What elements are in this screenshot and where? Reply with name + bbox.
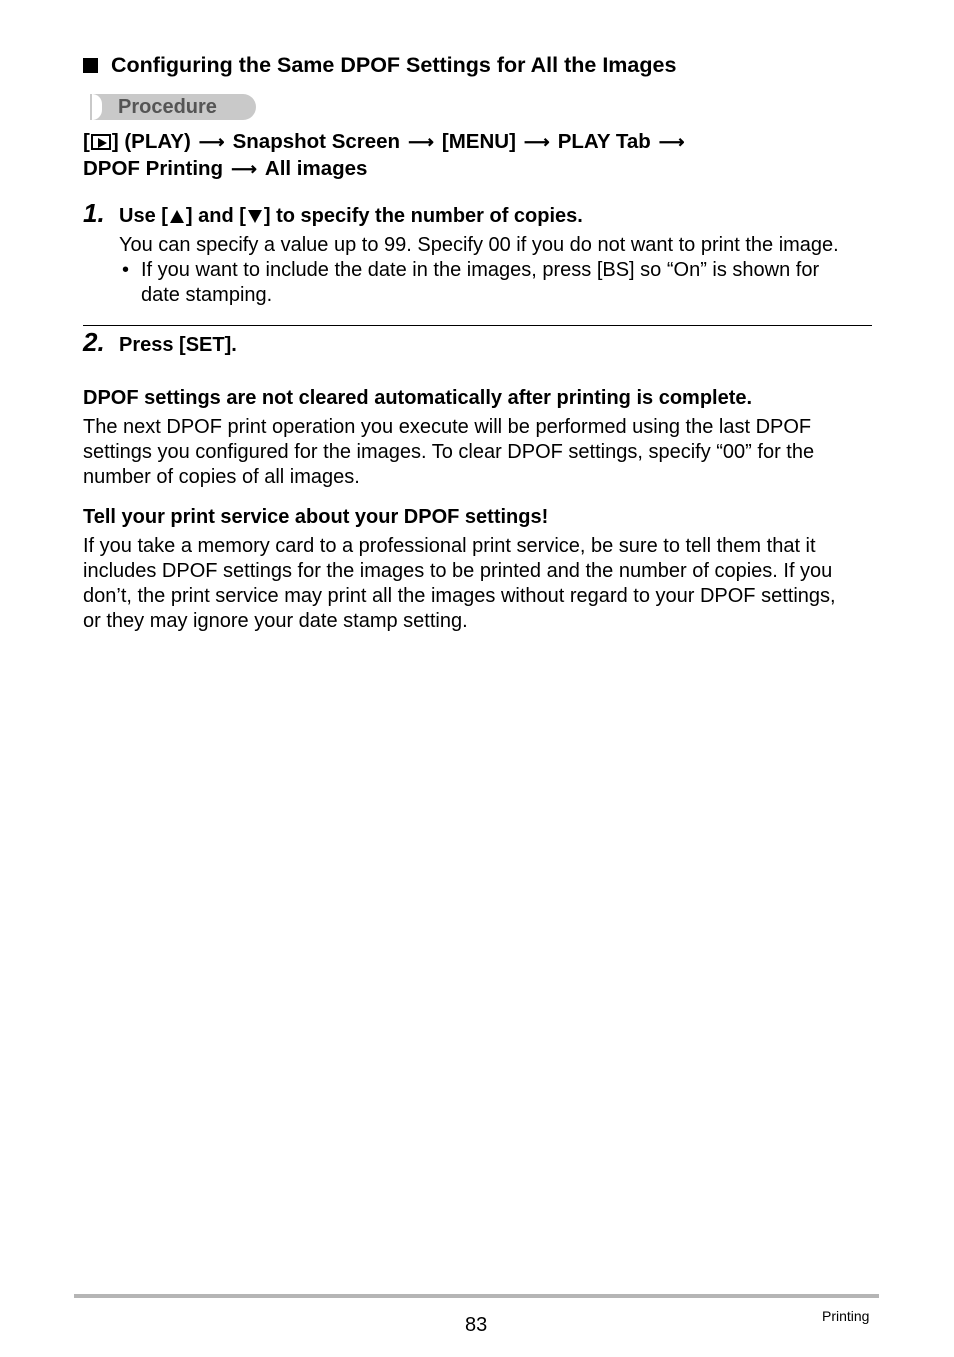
- step-1-bullet-line-1: If you want to include the date in the images, press [BS] so “On” is shown for: [141, 259, 820, 281]
- up-arrow-icon: [170, 210, 184, 223]
- arrow-right-icon: ⟶: [231, 158, 257, 179]
- divider: [83, 325, 872, 326]
- nav-path-line-2: [83, 157, 367, 181]
- arrow-right-icon: ⟶: [408, 131, 434, 152]
- note-1-line: number of copies of all images.: [83, 466, 360, 488]
- arrow-right-icon: ⟶: [658, 131, 685, 152]
- step-1-bullet-line-2: date stamping.: [141, 284, 273, 306]
- nav-dpof-printing: DPOF Printing: [83, 157, 224, 180]
- note-2-title: Tell your print service about your DPOF settings!: [83, 506, 549, 528]
- section-heading: [83, 53, 676, 78]
- note-2-line: If you take a memory card to a professional print service, be sure to tell them that it: [83, 535, 816, 557]
- footer-rule: [74, 1294, 879, 1298]
- square-bullet-icon: [83, 58, 98, 73]
- step-1-number: 1.: [83, 198, 105, 228]
- nav-menu: [MENU]: [441, 130, 516, 153]
- page-number: 83: [465, 1314, 488, 1336]
- note-1-line: The next DPOF print operation you execute will be performed using the last DPOF: [83, 416, 812, 438]
- nav-play: ] (PLAY): [111, 130, 191, 153]
- nav-play-tab: PLAY Tab: [557, 130, 651, 153]
- note-2-line: don’t, the print service may print all the images without regard to your DPOF settings,: [83, 585, 836, 607]
- arrow-right-icon: ⟶: [198, 131, 225, 152]
- step-2-number: 2.: [83, 327, 105, 357]
- nav-all-images: All images: [264, 157, 368, 180]
- footer-section-name: Printing: [822, 1308, 870, 1324]
- arrow-right-icon: ⟶: [523, 131, 550, 152]
- note-2-line: or they may ignore your date stamp setting.: [83, 610, 468, 632]
- nav-path-line-1: [83, 130, 693, 154]
- note-2-line: includes DPOF settings for the images to be printed and the number of copies. If you: [83, 560, 833, 582]
- open-bracket: [: [83, 130, 90, 153]
- procedure-label: [83, 94, 256, 120]
- procedure-label-text: Procedure: [118, 96, 217, 118]
- step-2-instruction: Press [SET].: [119, 334, 237, 356]
- note-1-title: DPOF settings are not cleared automatically after printing is complete.: [83, 387, 753, 409]
- bullet-mark: •: [122, 259, 130, 281]
- play-icon: [91, 134, 111, 150]
- nav-snapshot-screen: Snapshot Screen: [232, 130, 401, 153]
- down-arrow-icon: [248, 210, 262, 223]
- step-1-detail: You can specify a value up to 99. Specify 00 if you do not want to print the image.: [119, 234, 839, 256]
- step-1-instruction: Use [ ] and [ ] to specify the number of copies.: [119, 205, 583, 227]
- note-1-line: settings you configured for the images. To clear DPOF settings, specify “00” for the: [83, 441, 815, 463]
- section-heading-text: Configuring the Same DPOF Settings for All the Images: [111, 53, 677, 77]
